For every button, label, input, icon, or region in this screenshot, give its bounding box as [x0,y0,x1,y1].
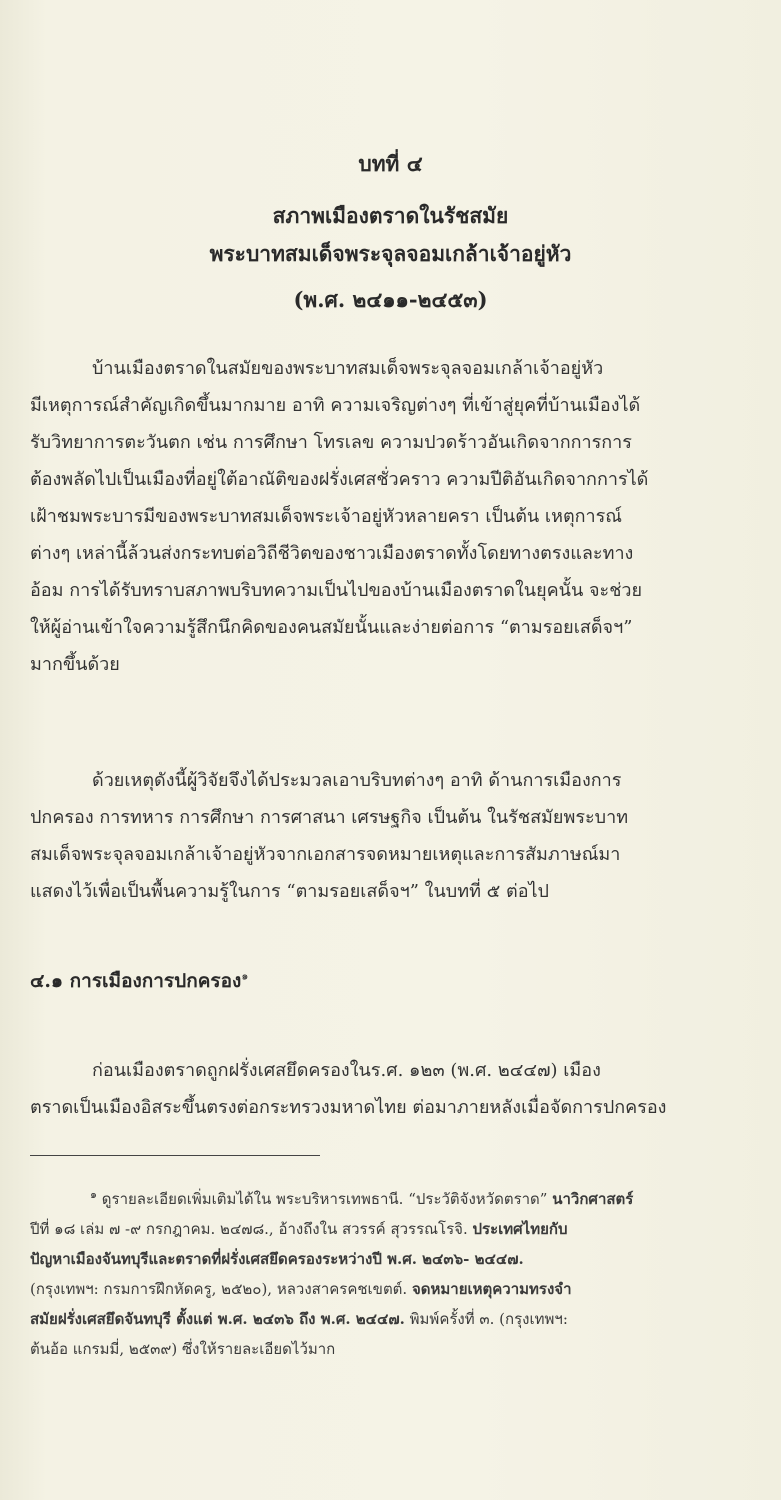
paragraph-line: เฝ้าชมพระบารมีของพระบาทสมเด็จพระเจ้าอยู่หัวหลายครา เป็นต้น เหตุการณ์ [30,506,623,527]
footnote-text: (กรุงเทพฯ: กรมการฝึกหัดครู, ๒๕๒๐), หลวงสาครคชเขตต์. [30,1280,412,1298]
footnote-reference[interactable]: ๑ [241,969,249,983]
paragraph-line: มากขึ้นด้วย [30,654,120,675]
footnote-line [30,1274,740,1304]
footnote-book-title: จดหมายเหตุความทรงจำ [411,1280,572,1298]
chapter-title-line-1: สภาพเมืองตราดในรัชสมัย [272,203,509,228]
section-heading [30,966,248,996]
footnote-book-title: สมัยฝรั่งเศสยึดจันทบุรี ตั้งแต่ พ.ศ. ๒๔๓๖ ถึง พ.ศ. ๒๔๔๗. [30,1310,405,1328]
footnote-line [30,1180,740,1214]
footnote-text: ปีที่ ๑๘ เล่ม ๗ -๙ กรกฎาคม. ๒๔๗๘., อ้างถึงใน สวรรค์ สุวรรณโรจิ. [30,1220,473,1238]
paragraph-line: ต้องพลัดไปเป็นเมืองที่อยู่ใต้อาณัติของฝรั่งเศสชั่วคราว ความปีติอันเกิดจากการได้ [30,469,649,490]
paragraph-line: ด้วยเหตุดังนี้ผู้วิจัยจึงได้ประมวลเอาบริบทต่างๆ อาทิ ด้านการเมืองการ [92,770,622,791]
footnote-journal: นาวิกศาสตร์ [552,1190,634,1208]
paragraph-line: ปกครอง การทหาร การศึกษา การศาสนา เศรษฐกิจ เป็นต้น ในรัชสมัยพระบาท [30,807,629,828]
chapter-title-line-2: พระบาทสมเด็จพระจุลจอมเกล้าเจ้าอยู่หัว [209,241,572,266]
footnote-text: ดูรายละเอียดเพิ่มเติมได้ใน พระบริหารเทพธานี. “ประวัติจังหวัดตราด” [101,1190,553,1208]
footnote-book-title: ปัญหาเมืองจันทบุรีและตราดที่ฝรั่งเศสยึดครองระหว่างปี พ.ศ. ๒๔๓๖- ๒๔๔๗. [30,1250,524,1268]
paragraph-line: ตราดเป็นเมืองอิสระขึ้นตรงต่อกระทรวงมหาดไทย ต่อมาภายหลังเมื่อจัดการปกครอง [30,1097,667,1118]
paragraph-line: ให้ผู้อ่านเข้าใจความรู้สึกนึกคิดของคนสมัยนั้นและง่ายต่อการ “ตามรอยเสด็จฯ” [30,617,633,638]
chapter-period: (พ.ศ. ๒๔๑๑-๒๔๕๓) [293,287,488,312]
paragraph-line: บ้านเมืองตราดในสมัยของพระบาทสมเด็จพระจุลจอมเกล้าเจ้าอยู่หัว [92,358,604,379]
paragraph-line: ต่างๆ เหล่านี้ล้วนส่งกระทบต่อวิถีชีวิตของชาวเมืองตราดทั้งโดยทางตรงและทาง [30,543,634,564]
paragraph-line: แสดงไว้เพื่อเป็นพื้นความรู้ในการ “ตามรอยเสด็จฯ” ในบทที่ ๕ ต่อไป [30,881,549,902]
paragraph-line: ก่อนเมืองตราดถูกฝรั่งเศสยึดครองในร.ศ. ๑๒๓ (พ.ศ. ๒๔๔๗) เมือง [92,1060,601,1081]
paragraph-line: อ้อม การได้รับทราบสภาพบริบทความเป็นไปของบ้านเมืองตราดในยุคนั้น จะช่วย [30,580,643,601]
footnote-line [30,1304,740,1334]
footnote-line [30,1244,740,1274]
chapter-number: บทที่ ๔ [358,151,423,176]
paragraph-line: สมเด็จพระจุลจอมเกล้าเจ้าอยู่หัวจากเอกสารจดหมายเหตุและการสัมภาษณ์มา [30,844,621,865]
footnote-mark: ๑ [90,1188,97,1201]
footnote-text: พิมพ์ครั้งที่ ๓. (กรุงเทพฯ: [404,1310,568,1328]
paragraph-line: มีเหตุการณ์สำคัญเกิดขึ้นมากมาย อาทิ ความเจริญต่างๆ ที่เข้าสู่ยุคที่บ้านเมืองได้ [30,395,641,416]
paragraph-2 [30,762,740,910]
paragraph-line: รับวิทยาการตะวันตก เช่น การศึกษา โทรเลข ความปวดร้าวอันเกิดจากการการ [30,432,632,453]
section-title: ๔.๑ การเมืองการปกครอง [30,970,242,992]
footnote-line [30,1214,740,1244]
footnote-line: ต้นอ้อ แกรมมี่, ๒๕๓๙) ซึ่งให้รายละเอียดไว้มาก [30,1340,336,1358]
footnote-book-title: ประเทศไทยกับ [472,1220,568,1238]
footnote-divider [30,1155,320,1156]
paragraph-3 [30,1052,740,1126]
footnote [30,1180,740,1364]
paragraph-1 [30,350,740,683]
